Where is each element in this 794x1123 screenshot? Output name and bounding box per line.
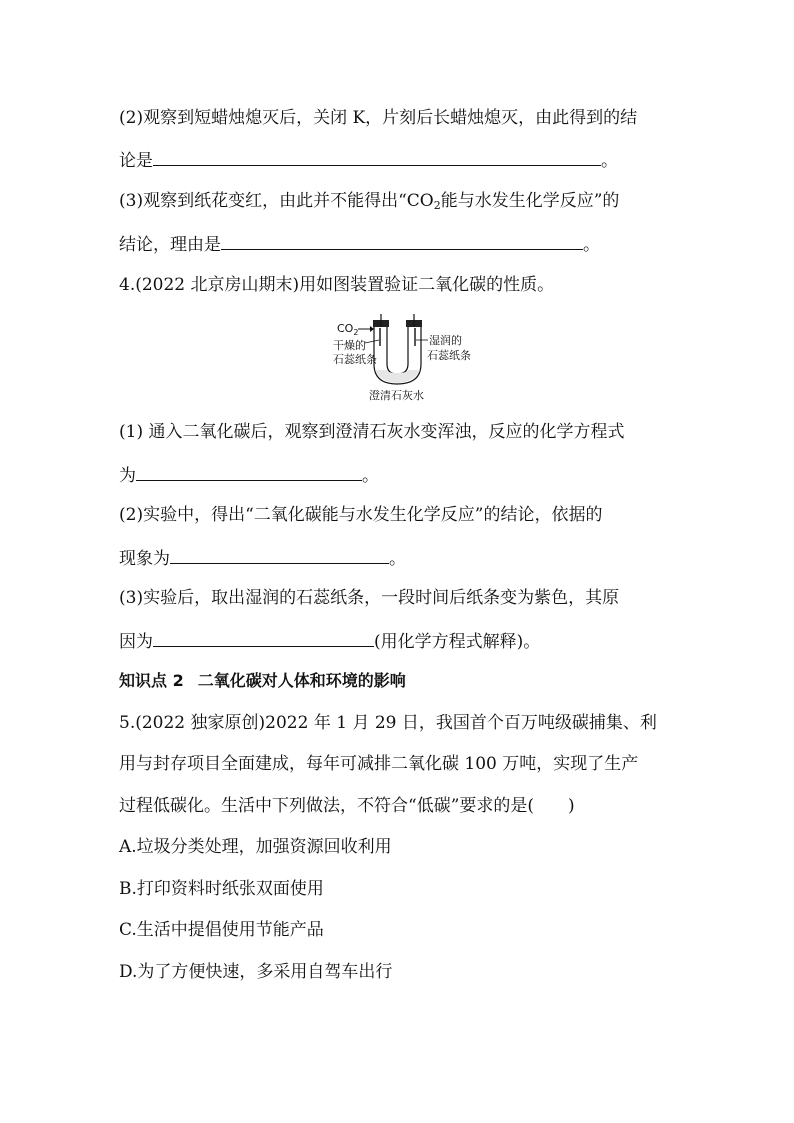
q4-part2-answer-blank[interactable] [170, 545, 389, 564]
q3-part2-line1 [119, 106, 637, 130]
u-tube-diagram [330, 312, 480, 402]
q3-part3-line2 [119, 231, 600, 257]
q4-part3-line1 [119, 586, 619, 610]
q5-line2 [119, 752, 638, 776]
q5-text-line1: 5.(2022 独家原创)2022 年 1 月 29 日，我国首个百万吨级碳捕集、利 [119, 713, 657, 733]
q4-part1-prefix: 为 [119, 466, 136, 486]
wet-label-line1: 湿润的 [429, 334, 462, 347]
q5-option-c[interactable] [119, 918, 324, 942]
q4-part1-line2 [119, 462, 379, 488]
q4-stem [119, 273, 554, 297]
q3-part2-answer-blank[interactable] [153, 147, 601, 166]
u-tube-inner-wall [387, 327, 408, 374]
q3-part3-answer-blank[interactable] [221, 231, 583, 250]
q4-part3-text: (3)实验后，取出湿润的石蕊纸条，一段时间后纸条变为紫色，其原 [119, 588, 620, 608]
q5-option-a[interactable] [119, 835, 392, 859]
section-title: 二氧化碳对人体和环境的影响 [197, 671, 406, 690]
q3-part3-suffix: 。 [583, 235, 600, 255]
co2-label: $CO_2$ [337, 322, 359, 337]
q4-part2-line1 [119, 503, 602, 527]
q5-text-line3: 过程低碳化。生活中下列做法，不符合“低碳”要求的是( ) [119, 796, 575, 816]
section-label: 知识点 2 [119, 671, 184, 690]
q5-text-line2: 用与封存项目全面建成，每年可减排二氧化碳 100 万吨，实现了生产 [119, 754, 639, 774]
q5-line1 [119, 711, 657, 735]
q4-part2-suffix: 。 [389, 549, 406, 569]
u-tube-apparatus-figure [330, 312, 480, 402]
q3-part2-prefix: 论是 [119, 151, 153, 171]
q4-part1-answer-blank[interactable] [136, 462, 362, 481]
q3-part2-line2 [119, 147, 618, 173]
q5-option-d[interactable] [119, 960, 392, 984]
q4-part3-line2 [119, 628, 540, 654]
q4-part1-suffix: 。 [362, 466, 379, 486]
left-label-pointer [365, 340, 379, 343]
q3-part2-suffix: 。 [601, 151, 618, 171]
q4-part1-text: (1) 通入二氧化碳后，观察到澄清石灰水变浑浊，反应的化学方程式 [119, 422, 625, 442]
q4-part1-line1 [119, 420, 624, 444]
q4-part3-suffix: (用化学方程式解释)。 [374, 632, 541, 652]
q5-option-c-text: C.生活中提倡使用节能产品 [119, 920, 324, 940]
q4-part3-prefix: 因为 [119, 632, 153, 652]
dry-label-line1: 干燥的 [333, 339, 366, 352]
q3-part2-text: (2)观察到短蜡烛熄灭后，关闭 K，片刻后长蜡烛熄灭，由此得到的结 [119, 108, 638, 128]
limewater-label: 澄清石灰水 [369, 389, 424, 402]
q3-part3-text-a: (3)观察到纸花变红，由此并不能得出“CO [119, 191, 434, 211]
q5-option-a-text: A.垃圾分类处理，加强资源回收利用 [119, 837, 392, 857]
q4-part3-answer-blank[interactable] [153, 628, 374, 647]
q5-line3 [119, 794, 575, 818]
q3-part3-prefix: 结论，理由是 [119, 235, 221, 255]
q4-stem-text: 4.(2022 北京房山期末)用如图装置验证二氧化碳的性质。 [119, 275, 555, 295]
q3-part3-subscript: 2 [433, 199, 441, 212]
q4-part2-line2 [119, 545, 406, 571]
section-heading [119, 669, 406, 693]
q3-part3-line1 [119, 189, 619, 213]
q5-option-d-text: D.为了方便快速，多采用自驾车出行 [119, 962, 393, 982]
dry-label-line2: 石蕊纸条 [333, 353, 377, 366]
wet-label-line2: 石蕊纸条 [427, 349, 471, 362]
q3-part3-text-b: 能与水发生化学反应”的 [440, 191, 620, 211]
q5-option-b-text: B.打印资料时纸张双面使用 [119, 879, 324, 899]
q4-part2-prefix: 现象为 [119, 549, 170, 569]
q4-part2-text: (2)实验中，得出“二氧化碳能与水发生化学反应”的结论，依据的 [119, 505, 603, 525]
q5-option-b[interactable] [119, 877, 324, 901]
